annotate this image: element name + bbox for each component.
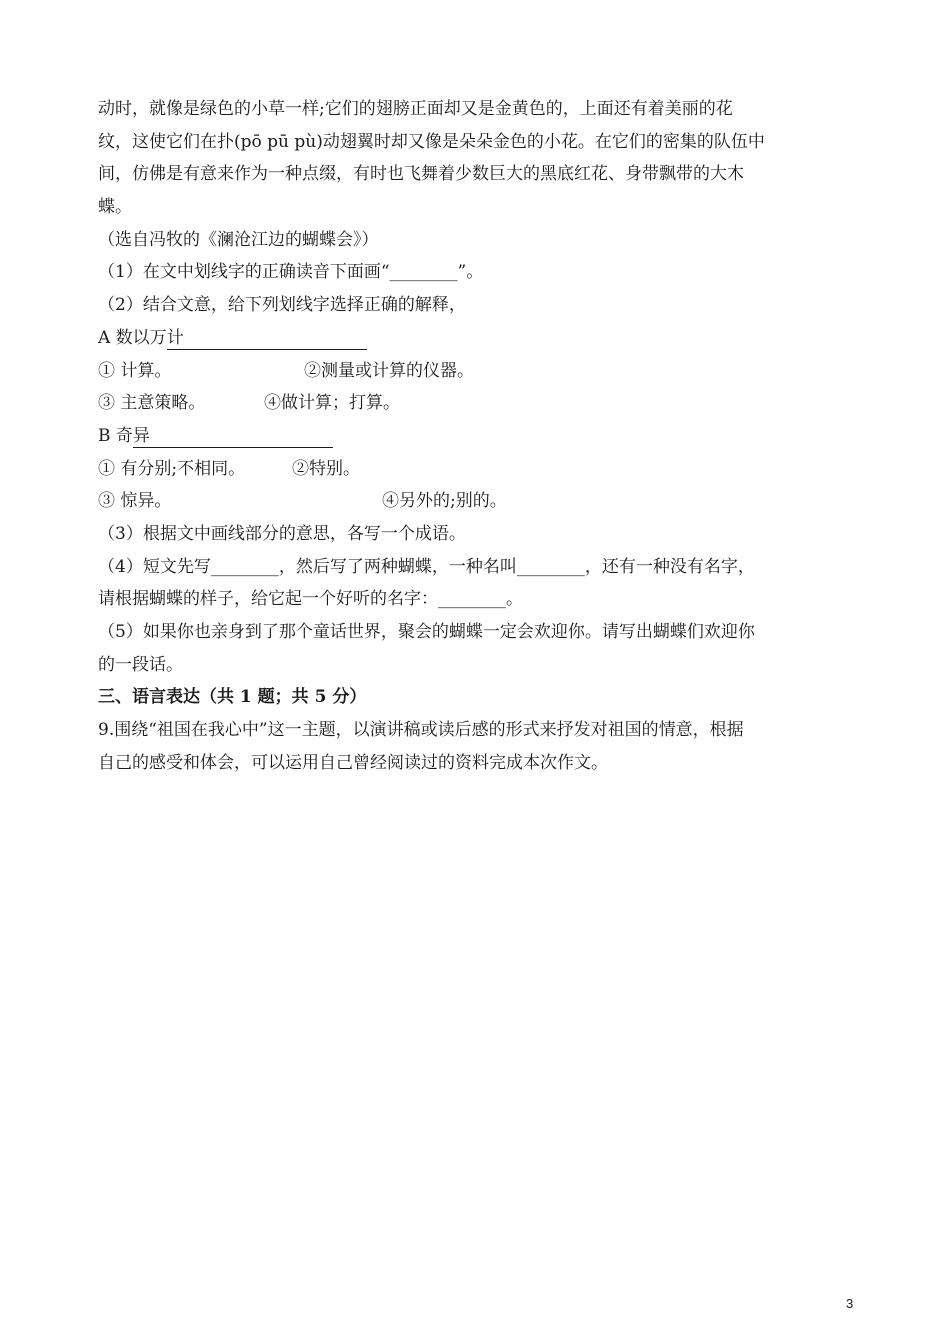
item-a xyxy=(98,322,858,355)
section-3-heading: 三、语言表达（共 1 题；共 5 分） xyxy=(98,687,367,708)
document-body xyxy=(98,93,858,779)
item-a-option-3: ③ 主意策略。 xyxy=(98,393,206,414)
item-b-option-1: ① 有分别;不相同。 xyxy=(98,458,246,479)
question-4-line-2: 请根据蝴蝶的样子，给它起一个好听的名字：________。 xyxy=(98,589,523,610)
question-5-line-2: 的一段话。 xyxy=(98,654,183,675)
item-b-options-row-1 xyxy=(98,453,858,486)
item-a-option-2: ②测量或计算的仪器。 xyxy=(304,360,474,381)
question-2: （2）结合文意，给下列划线字选择正确的解释， xyxy=(98,295,466,316)
item-a-prefix: A 数以万 xyxy=(98,327,167,348)
item-b-option-3: ③ 惊异。 xyxy=(98,491,172,512)
question-9-line-1: 9.围绕“祖国在我心中”这一主题，以演讲稿或读后感的形式来抒发对祖国的情意，根据 xyxy=(98,720,744,741)
item-b-option-2: ②特别。 xyxy=(292,458,360,479)
item-a-options-row-1 xyxy=(98,355,858,388)
item-a-option-1: ① 计算。 xyxy=(98,360,172,381)
item-a-answer-blank[interactable] xyxy=(167,327,367,350)
item-a-char: 计 xyxy=(166,327,184,348)
item-b xyxy=(98,420,858,453)
item-b-char: 异 xyxy=(132,425,150,446)
page-number: 3 xyxy=(846,1296,854,1311)
passage-line-3: 间，仿佛是有意来作为一种点缀，有时也飞舞着少数巨大的黑底红花、身带飘带的大木 xyxy=(98,164,744,185)
passage-line-2: 纹，这使它们在扑(pō pū pù)动翅翼时却又像是朵朵金色的小花。在它们的密集的队伍中 xyxy=(98,131,765,152)
question-3: （3）根据文中画线部分的意思，各写一个成语。 xyxy=(98,523,466,544)
item-b-answer-blank[interactable] xyxy=(133,425,333,448)
item-b-options-row-2 xyxy=(98,485,858,518)
question-1: （1）在文中划线字的正确读音下面画“________”。 xyxy=(98,262,484,283)
item-a-option-4: ④做计算；打算。 xyxy=(264,393,400,414)
question-5-line-1: （5）如果你也亲身到了那个童话世界，聚会的蝴蝶一定会欢迎你。请写出蝴蝶们欢迎你 xyxy=(98,622,755,642)
passage-source: （选自冯牧的《澜沧江边的蝴蝶会》） xyxy=(98,229,379,250)
passage-line-4: 蝶。 xyxy=(98,197,132,218)
question-4-line-1: （4）短文先写________，然后写了两种蝴蝶，一种名叫________，还有一种没有名字， xyxy=(98,556,755,577)
question-9-line-2: 自己的感受和体会，可以运用自己曾经阅读过的资料完成本次作文。 xyxy=(98,752,608,773)
passage-line-1: 动时，就像是绿色的小草一样;它们的翅膀正面却又是金黄色的，上面还有着美丽的花 xyxy=(98,99,733,119)
item-a-options-row-2 xyxy=(98,387,858,420)
item-b-prefix: B 奇 xyxy=(98,425,133,446)
item-b-option-4: ④另外的;别的。 xyxy=(382,491,507,512)
